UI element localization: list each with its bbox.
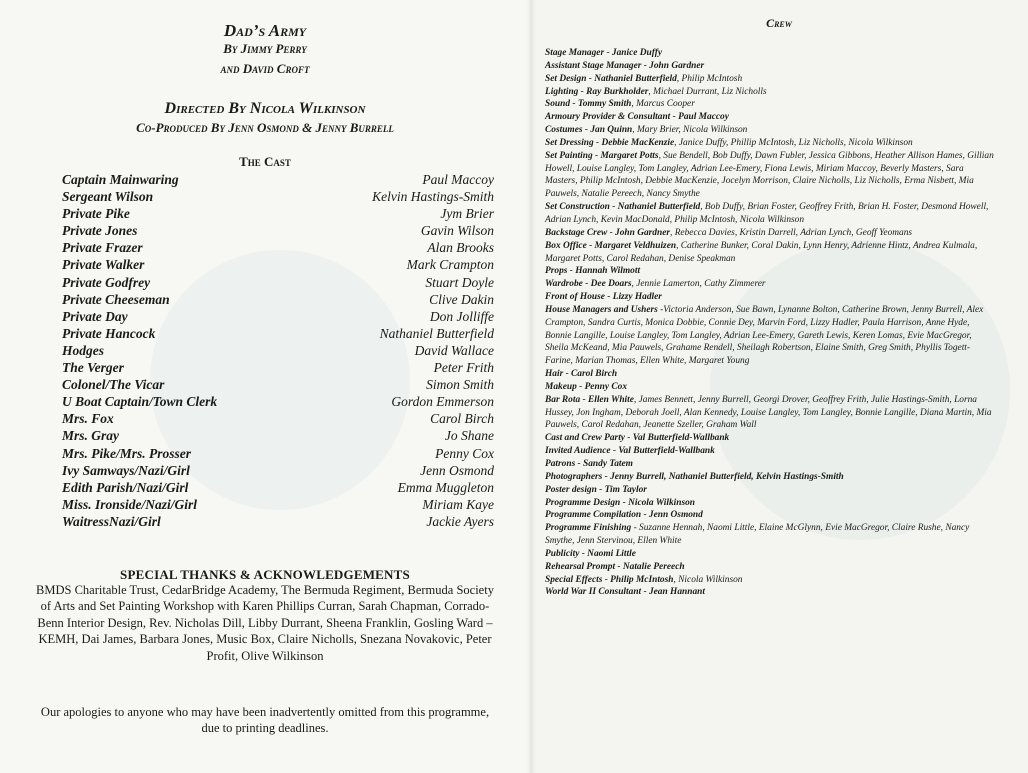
cast-role: Captain Mainwaring xyxy=(62,172,179,187)
crew-role: Makeup - Penny Cox xyxy=(545,381,628,392)
crew-entry xyxy=(545,394,997,433)
crew-role: Programme Finishing xyxy=(545,523,632,534)
crew-entry xyxy=(545,471,997,484)
cast-row xyxy=(62,513,494,530)
crew-entry xyxy=(545,265,997,278)
cast-list xyxy=(62,171,494,530)
crew-members: , James Bennett, Jenny Burrell, Georgi Drover, Geoffrey Frith, Julie Hastings-Smith, Lorna Hussey, Jon Ingham, Deborah Joell, Alan Kennedy, Louise Langley, Tom Langley, Bonnie Langille, Diana Martin, Mia Pauwels, Carol Redahan, Jeanette Szeller, Graham Wall xyxy=(545,394,992,431)
cast-actor: Jo Shane xyxy=(444,428,494,444)
crew-role: Wardrobe - Dee Doars xyxy=(545,279,632,290)
crew-role: Armoury Provider & Consultant - Paul Maccoy xyxy=(545,112,729,123)
cast-actor: Stuart Doyle xyxy=(425,274,494,290)
co-author-line: and David Croft xyxy=(220,61,310,76)
crew-role: Publicity - Naomi Little xyxy=(545,548,636,559)
cast-row xyxy=(62,445,494,462)
cast-role: Edith Parish/Nazi/Girl xyxy=(62,479,189,495)
cast-actor: Jenn Osmond xyxy=(420,462,494,478)
page-fold xyxy=(526,0,536,773)
cast-row xyxy=(62,462,494,479)
cast-heading: The Cast xyxy=(239,154,291,169)
cast-actor: Carol Birch xyxy=(430,411,494,427)
cast-role: The Verger xyxy=(62,360,124,376)
crew-entry xyxy=(545,368,997,381)
cast-row xyxy=(62,222,494,239)
cast-row xyxy=(62,376,494,393)
crew-role: Box Office - Margaret Veldhuizen xyxy=(545,240,677,251)
crew-entry xyxy=(545,445,997,458)
author-line: By Jimmy Perry xyxy=(223,41,307,56)
cast-role: Hodges xyxy=(62,342,104,358)
cast-row xyxy=(62,359,494,376)
crew-entry xyxy=(545,227,997,240)
cast-role: Private Jones xyxy=(62,223,138,239)
crew-entry xyxy=(545,509,997,522)
crew-entry xyxy=(545,304,997,368)
cast-actor: Jym Brier xyxy=(440,206,494,222)
cast-actor: Paul Maccoy xyxy=(422,172,494,187)
crew-role: Costumes - Jan Quinn xyxy=(545,125,633,136)
cast-role: Ivy Samways/Nazi/Girl xyxy=(62,462,190,478)
cast-role: Mrs. Fox xyxy=(62,411,114,427)
cast-role: Private Pike xyxy=(62,206,130,222)
crew-role: World War II Consultant - Jean Hannant xyxy=(545,587,705,598)
cast-role: Mrs. Gray xyxy=(62,428,120,444)
cast-row xyxy=(62,291,494,308)
show-title: Dad’s Army xyxy=(223,21,307,40)
crew-role: Programme Design - Nicola Wilkinson xyxy=(545,497,696,508)
crew-role: Assistant Stage Manager - John Gardner xyxy=(545,60,705,71)
crew-members: , Sue Bendell, Bob Duffy, Dawn Fubler, Jessica Gibbons, Heather Allison Hames, Gillian Howell, Louise Langley, Tom Langley, Adrian Lee-Emery, Fiona Lewis, Miriam Maccoy, Beverly Masters, Sara Masters, Philip McIntosh, Debbie MacKenzie, Jocelyn Morrison, Claire Nicholls, Liz Nicholls, Erma Nisbett, Mia Pauwels, Natalie Pereech, Nancy Smythe xyxy=(545,150,994,200)
crew-members: , Janice Duffy, Phillip McIntosh, Liz Nicholls, Nicola Wilkinson xyxy=(674,137,913,148)
crew-entry xyxy=(545,60,997,73)
cast-actor: David Wallace xyxy=(414,342,494,358)
crew-role: Backstage Crew - John Gardner xyxy=(545,227,671,238)
crew-role: Bar Rota - Ellen White xyxy=(545,394,634,405)
crew-entry xyxy=(545,111,997,124)
cast-actor: Clive Dakin xyxy=(429,291,494,307)
crew-entry xyxy=(545,137,997,150)
crew-heading: Crew xyxy=(766,16,792,30)
director-credit: Directed By Nicola Wilkinson xyxy=(164,100,366,117)
cast-role: Miss. Ironside/Nazi/Girl xyxy=(62,496,198,512)
crew-role: Set Painting - Margaret Potts xyxy=(545,150,659,161)
apology-note: Our apologies to anyone who may have been inadvertently omitted from this programme, due to printing deadlines. xyxy=(40,705,490,735)
crew-role: Poster design - Tim Taylor xyxy=(545,484,647,495)
cast-actor: Gavin Wilson xyxy=(420,223,494,239)
crew-entry xyxy=(545,574,997,587)
cast-actor: Simon Smith xyxy=(426,377,494,393)
crew-members: , Marcus Cooper xyxy=(631,99,695,110)
cast-actor: Jackie Ayers xyxy=(426,513,494,529)
cast-row xyxy=(62,308,494,325)
right-page xyxy=(530,0,1028,773)
crew-entry xyxy=(545,150,997,201)
cast-actor: Kelvin Hastings-Smith xyxy=(372,189,494,205)
crew-role: Sound - Tommy Smith xyxy=(545,99,632,110)
crew-entry xyxy=(545,381,997,394)
producer-credit: Co-Produced By Jenn Osmond & Jenny Burrell xyxy=(136,120,394,135)
cast-row xyxy=(62,256,494,273)
cast-row xyxy=(62,427,494,444)
crew-entry xyxy=(545,497,997,510)
crew-members: , Catherine Bunker, Coral Dakin, Lynn Henry, Adrienne Hintz, Andrea Kulmala, Margaret Potts, Carol Redahan, Denise Speakman xyxy=(545,240,978,264)
crew-entry xyxy=(545,522,997,548)
cast-role: Private Godfrey xyxy=(62,274,151,290)
crew-role: Photographers - Jenny Burrell, Nathaniel Butterfield, Kelvin Hastings-Smith xyxy=(545,471,844,482)
crew-role: Stage Manager - Janice Duffy xyxy=(545,48,663,58)
crew-entry xyxy=(545,86,997,99)
crew-role: Patrons - Sandy Tatem xyxy=(545,459,633,469)
crew-role: Front of House - Lizzy Hadler xyxy=(545,292,662,303)
cast-actor: Alan Brooks xyxy=(427,240,494,256)
cast-actor: Mark Crampton xyxy=(406,257,494,273)
cast-role: WaitressNazi/Girl xyxy=(62,513,161,529)
crew-entry xyxy=(545,548,997,561)
crew-role: Lighting - Ray Burkholder xyxy=(545,86,649,97)
crew-role: Hair - Carol Birch xyxy=(545,369,618,380)
cast-row xyxy=(62,496,494,513)
cast-row xyxy=(62,393,494,410)
cast-role: Private Cheeseman xyxy=(62,291,170,307)
crew-role: Cast and Crew Party - Val Butterfield-Wallbank xyxy=(545,433,730,444)
cast-role: U Boat Captain/Town Clerk xyxy=(62,394,218,410)
crew-entry xyxy=(545,432,997,445)
crew-entry xyxy=(545,278,997,291)
cast-role: Mrs. Pike/Mrs. Prosser xyxy=(62,445,192,461)
crew-entry xyxy=(545,201,997,227)
crew-role: Set Design - Nathaniel Butterfield xyxy=(545,73,677,84)
crew-entry xyxy=(545,291,997,304)
crew-members: -Victoria Anderson, Sue Bawn, Lynanne Bolton, Catherine Brown, Jenny Burrell, Alex Crampton, Sandra Curtis, Monica Dobbie, Connie Dey, Marvin Ford, Lizzy Hadler, Paula Harrison, Anne Hyde, Bonnie Langille, Louise Langley, Tom Langley, Adrian Lee-Emery, Gareth Lewis, Keren Lomas, Evie MacGregor, Sheila McKeand, Mia Pauwels, Grahame Rendell, Sheilagh Robertson, Elaine Smith, Greg Smith, Phyllis Togett-Farine, Marian Thomas, Ellen White, Margaret Young xyxy=(545,304,984,367)
cast-role: Colonel/The Vicar xyxy=(62,377,165,393)
cast-actor: Gordon Emmerson xyxy=(391,394,494,410)
cast-role: Private Hancock xyxy=(62,325,156,341)
crew-role: Special Effects - Philip McIntosh xyxy=(545,574,674,585)
cast-actor: Miriam Kaye xyxy=(422,496,494,512)
crew-members: , Rebecca Davies, Kristin Darrell, Adrian Lynch, Geoff Yeomans xyxy=(670,227,913,238)
cast-role: Sergeant Wilson xyxy=(62,189,154,205)
crew-role: House Managers and Ushers xyxy=(545,304,658,315)
cast-row xyxy=(62,205,494,222)
crew-entry xyxy=(545,73,997,86)
cast-actor: Nathaniel Butterfield xyxy=(379,325,494,341)
cast-actor: Peter Frith xyxy=(433,360,494,376)
crew-role: Props - Hannah Wilmott xyxy=(545,266,641,277)
crew-members: , Philip McIntosh xyxy=(676,73,743,84)
crew-role: Set Dressing - Debbie MacKenzie xyxy=(545,137,675,148)
crew-members: , Bob Duffy, Brian Foster, Geoffrey Frith, Brian H. Foster, Desmond Howell, Adrian Lynch, Kevin MacDonald, Philip McIntosh, Nicola Wilkinson xyxy=(545,202,989,225)
crew-members: , Mary Brier, Nicola Wilkinson xyxy=(632,125,748,136)
cast-row xyxy=(62,188,494,205)
crew-members: - Suzanne Hennah, Naomi Little, Elaine McGlynn, Evie MacGregor, Claire Rushe, Nancy Smythe, Jenn Stervinou, Ellen White xyxy=(545,523,970,547)
crew-entry xyxy=(545,98,997,111)
cast-row xyxy=(62,479,494,496)
crew-role: Invited Audience - Val Butterfield-Wallbank xyxy=(545,446,715,457)
cast-row xyxy=(62,325,494,342)
cast-role: Private Walker xyxy=(62,257,145,273)
crew-members: , Nicola Wilkinson xyxy=(673,574,743,585)
crew-entry xyxy=(545,484,997,497)
cast-row xyxy=(62,239,494,256)
crew-entry xyxy=(545,124,997,137)
cast-role: Private Frazer xyxy=(62,240,143,256)
cast-actor: Penny Cox xyxy=(435,445,494,461)
crew-list xyxy=(545,47,997,599)
cast-row xyxy=(62,171,494,188)
cast-row xyxy=(62,342,494,359)
crew-role: Programme Compilation - Jenn Osmond xyxy=(545,510,703,521)
cast-actor: Emma Muggleton xyxy=(397,479,494,495)
cast-row xyxy=(62,274,494,291)
crew-entry xyxy=(545,586,997,599)
cast-role: Private Day xyxy=(62,308,128,324)
acknowledgements-text: BMDS Charitable Trust, CedarBridge Academy, The Bermuda Regiment, Bermuda Society of Arts and Set Painting Workshop with Karen Phillips Curran, Sarah Chapman, Corrado-Benn Interior Design, Rev. Nicholas Dill, Libby Durrant, Sheena Franklin, Gosling Ward – KEMH, Dai James, Barbara Jones, Music Box, Claire Nicholls, Snezana Novakovic, Peter Profit, Olive Wilkinson xyxy=(36,583,494,663)
crew-role: Rehearsal Prompt - Natalie Pereech xyxy=(545,561,685,572)
crew-entry xyxy=(545,47,997,60)
cast-actor: Don Jolliffe xyxy=(429,308,494,324)
crew-role: Set Construction - Nathaniel Butterfield xyxy=(545,202,701,213)
crew-entry xyxy=(545,240,997,266)
crew-members: , Jennie Lamerton, Cathy Zimmerer xyxy=(631,279,766,290)
crew-entry xyxy=(545,561,997,574)
acknowledgements-heading: SPECIAL THANKS & ACKNOWLEDGEMENTS xyxy=(120,567,410,582)
crew-members: , Michael Durrant, Liz Nicholls xyxy=(648,86,767,97)
cast-row xyxy=(62,410,494,427)
crew-entry xyxy=(545,458,997,471)
